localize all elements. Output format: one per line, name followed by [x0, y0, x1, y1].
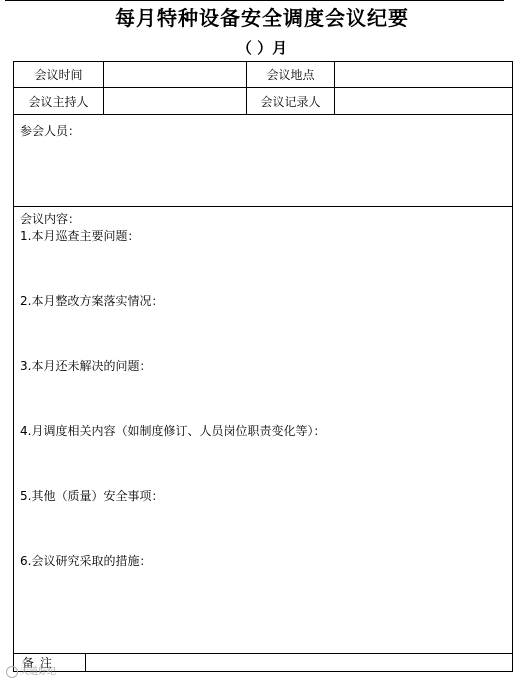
content-item-2: 2.本月整改方案落实情况： [20, 294, 164, 308]
content-heading: 会议内容： [20, 212, 81, 226]
content-item-4: 4.月调度相关内容（如制度修订、人员岗位职责变化等）： [20, 424, 326, 438]
row-host-recorder [14, 88, 513, 115]
row-content [14, 207, 513, 654]
meeting-time-field[interactable] [104, 62, 247, 88]
watermark [6, 664, 56, 678]
content-item-6: 6.会议研究采取的措施： [20, 554, 152, 568]
watermark-text: 天道好纪 [20, 667, 57, 677]
top-rule [5, 0, 504, 1]
row-time-place [14, 62, 513, 88]
recorder-field[interactable] [335, 88, 513, 115]
meeting-minutes-form [13, 61, 513, 672]
host-field[interactable] [104, 88, 247, 115]
remark-field[interactable] [86, 654, 513, 672]
content-item-3: 3.本月还未解决的问题： [20, 359, 152, 373]
meeting-place-field[interactable] [335, 62, 513, 88]
meeting-place-label: 会议地点 [247, 62, 335, 88]
document-title: 每月特种设备安全调度会议纪要 [115, 6, 409, 30]
meeting-time-label: 会议时间 [14, 62, 104, 88]
row-attendees [14, 115, 513, 207]
attendees-cell[interactable] [14, 115, 513, 207]
content-item-5: 5.其他（质量）安全事项： [20, 489, 164, 503]
watermark-logo-icon [6, 666, 18, 678]
attendees-label: 参会人员： [20, 124, 81, 138]
content-cell[interactable] [14, 207, 513, 654]
month-subtitle: （ ）月 [236, 39, 288, 57]
host-label: 会议主持人 [14, 88, 104, 115]
content-item-1: 1.本月巡查主要问题： [20, 229, 140, 243]
remark-label: 备注 [14, 654, 86, 672]
recorder-label: 会议记录人 [247, 88, 335, 115]
row-remark [14, 654, 513, 672]
